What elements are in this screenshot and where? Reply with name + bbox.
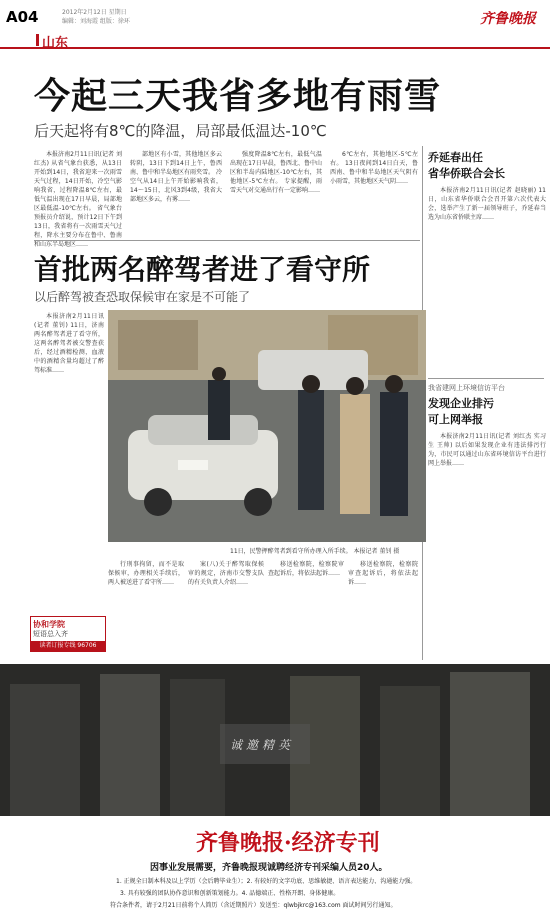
story1-column-1: 本报济南2月11日讯(记者 刘红杰) 从省气象台获悉，从13日开始到14日，我省迎来一次雨雪天气过程，14日开始，冷空气影响我省，过程降温8℃左右，最低气温出现在17日早晨，局部地区最低温-10℃左右。 省气象台预报员介绍说，预计12日下午到13日，我省将有一次雨雪天气过程，降水主要分布在鲁中、鲁南和山东半岛地区…… [34, 151, 122, 248]
ad-contact[interactable]: 符合条件者，请于2月21日前将个人简历（含近期照片）发送至：qlwbjkrc@163.com 面试时间另行通知。 [110, 902, 397, 909]
ad-requirement-1: 1. 正规全日制本科及以上学历（会后聘毕业生）；2. 有较好的文字功底、思维敏捷、语言表达能力、沟通能力强。 [116, 878, 417, 885]
small-advertisement[interactable] [30, 616, 106, 652]
story2-photo [108, 310, 426, 542]
page-editor: 编辑：刘海霞 组版：徐环 [62, 18, 130, 25]
side2-title-line1: 发现企业排污 [428, 397, 494, 410]
story-divider [34, 240, 420, 241]
story1-column-4: 6℃左右，其他地区-5℃左右。 13日夜间到14日白天，鲁西南、鲁中和半岛地区天气阴有小雨雪，其他地区天气阴…… [330, 151, 418, 185]
section-divider [0, 32, 550, 49]
page-meta [62, 8, 130, 26]
section-marker [36, 34, 39, 46]
newspaper-brand-logo: 齐鲁晚报 [480, 11, 536, 27]
story2-column-2: 行刑事拘留，而不是取保候审，办理相关手续后，两人被送进了看守所…… [108, 561, 184, 586]
ad-logo: 协和学院 [33, 620, 65, 629]
story2-headline: 首批两名醉驾者进了看守所 [34, 253, 371, 286]
ad-headline: 因事业发展需要，齐鲁晚报现诚聘经济专刊采编人员20人。 [150, 863, 388, 873]
side2-title-line2: 可上网举报 [428, 413, 483, 426]
photo-caption: 11日，民警押醉驾者到看守所办理入所手续。 本报记者 董钊 摄 [230, 548, 400, 555]
police-scene-image [108, 310, 426, 542]
ad-slogan: 短语总入齐 [33, 630, 68, 638]
section-name: 山东 [42, 36, 69, 51]
ad-requirement-2: 3. 具有较强的团队协作意识和创新策划能力。4. 品德端正、性格开朗、身体健康。 [120, 890, 340, 897]
ad-brand-title: 齐鲁晚报·经济专刊 [196, 830, 380, 856]
story2-column-1: 本报济南2月11日讯(记者 董钊) 11日，济南两名醉驾者进了看守所，这两名醉驾者被交警查获后，经过酒精检测，血液中的酒精含量均超过了醉驾标准…… [34, 313, 104, 374]
side2-kicker: 我省建网上环境信访平台 [428, 384, 505, 392]
story1-column-2: 部地区有小雪，其他地区多云转阴，13日下到14日上午，鲁西南、鲁中和半岛地区有雨夹雪。 冷空气从14日上午开始影响我省，14～15日，北风3到4级，我省大部地区多云，有雾…… [130, 151, 222, 203]
story1-headline: 今起三天我省多地有雨雪 [34, 75, 442, 117]
story2-column-5: 移送检察院，检察院审查起诉后，将依法起诉…… [348, 561, 418, 586]
ad-phone: 读者订报专线 96706 [31, 641, 105, 651]
page-date: 2012年2月12日 星期日 [62, 9, 127, 16]
side2-body: 本报济南2月11日讯(记者 刘红杰 实习生 王帅) 以后如果发现企业有违法排污行为，市民可以通过山东省环境信访平台进行网上举报…… [428, 433, 546, 467]
soldiers-photo [0, 664, 550, 816]
side-divider [428, 378, 544, 379]
side1-title-line2: 省华侨联合会长 [428, 167, 505, 180]
side1-title-line1: 乔延春出任 [428, 151, 483, 164]
page-header [0, 0, 550, 52]
ad-text-panel [0, 816, 550, 924]
story2-column-3: 案(八)关于醉驾取保候审的规定，济南市交警支队的有关负责人介绍…… [188, 561, 264, 586]
story2-subhead: 以后醉驾被查恐取保候审在家是不可能了 [34, 290, 251, 304]
story1-column-3: 强度降温8℃左右，最低气温出现在17日早晨，鲁西北、鲁中山区和半岛内陆地区-10℃左右，其他地区-5℃左右。 专家提醒，雨雪天气对交通出行有一定影响…… [230, 151, 322, 194]
side1-body: 本报济南2月11日讯(记者 赵晓丽) 11日，山东省华侨联合会召开第六次代表大会，选举产生了新一届领导班子，乔延春当选为山东省侨联主席…… [428, 187, 546, 221]
story1-subhead: 后天起将有8℃的降温，局部最低温达-10℃ [34, 122, 327, 140]
page-number: A04 [6, 8, 39, 26]
recruitment-advertisement[interactable] [0, 664, 550, 924]
story2-column-4: 移送检察院，检察院审查起诉后，将依法起诉…… [268, 561, 344, 577]
ad-invite-text: 诚邀精英 [230, 738, 295, 752]
